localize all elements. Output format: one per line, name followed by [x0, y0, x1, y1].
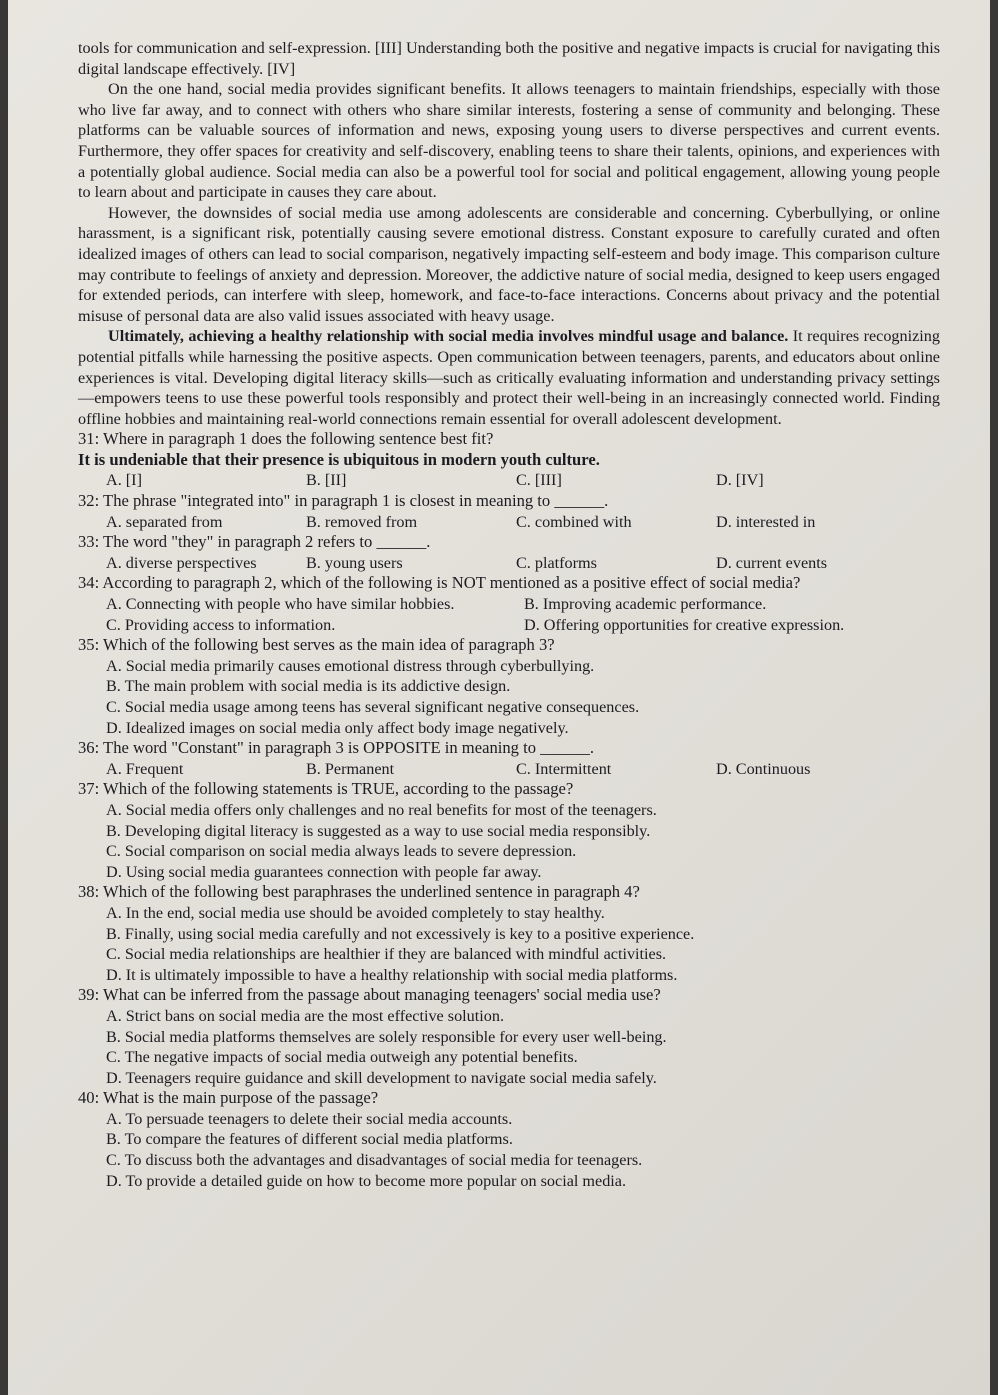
question-stem: 37: Which of the following statements is TRUE, according to the passage? [78, 779, 574, 799]
option-c[interactable]: C. The negative impacts of social media outweigh any potential benefits. [106, 1048, 578, 1067]
option-c[interactable]: C. To discuss both the advantages and disadvantages of social media for teenagers. [106, 1151, 643, 1170]
option-a[interactable]: A. Social media offers only challenges and no real benefits for most of the teenagers. [106, 800, 657, 819]
option-a[interactable]: A. diverse perspectives [106, 553, 257, 572]
option-a[interactable]: A. Frequent [106, 759, 184, 778]
paragraph-3: However, the downsides of social media use among adolescents are considerable and concerning. Cyberbullying, or online harassment, is a significant risk, potentially causing severe emotional distress. Constant exposure to carefully curated and often idealized images of others can lead to social comparison, negatively impacting self-esteem and body image. This comparison culture may contribute to feelings of anxiety and depression. Moreover, the addictive nature of social media, designed to keep users engaged for extended periods, can interfere with sleep, homework, and face-to-face interactions. Concerns about privacy and the potential misuse of personal data are also valid issues associated with heavy usage. [78, 203, 940, 325]
question-31 [78, 429, 940, 491]
option-c[interactable]: C. Social media relationships are healthier if they are balanced with mindful activities. [106, 945, 667, 964]
option-d[interactable]: D. interested in [716, 512, 816, 531]
question-stem: 32: The phrase "integrated into" in paragraph 1 is closest in meaning to ______. [78, 491, 609, 511]
option-a[interactable]: A. Strict bans on social media are the most effective solution. [106, 1006, 504, 1025]
question-stem: 36: The word "Constant" in paragraph 3 is OPPOSITE in meaning to ______. [78, 738, 595, 758]
paragraph-4-rest: It requires recognizing potential pitfalls while harnessing the positive aspects. Open communication between teenagers, parents, and educators about online experiences is vital. Developing digital literacy skills—such as critically evaluating information and understanding privacy settings—empowers teens to use these powerful tools responsibly and protect their well-being in an increasingly connected world. Finding offline hobbies and maintaining real-world connections remain essential for overall adolescent development. [78, 327, 940, 428]
option-b[interactable]: B. Developing digital literacy is suggested as a way to use social media responsibly. [106, 821, 651, 840]
option-c[interactable]: C. Providing access to information. [106, 615, 336, 634]
option-d[interactable]: D. Offering opportunities for creative expression. [524, 615, 845, 634]
question-38 [78, 882, 940, 985]
question-stem: 39: What can be inferred from the passage about managing teenagers' social media use? [78, 985, 661, 1005]
option-c[interactable]: C. combined with [516, 512, 632, 531]
option-b[interactable]: B. The main problem with social media is its addictive design. [106, 677, 511, 696]
option-a[interactable]: A. [I] [106, 471, 142, 490]
option-a[interactable]: A. In the end, social media use should be avoided completely to stay healthy. [106, 903, 605, 922]
option-d[interactable]: D. It is ultimately impossible to have a healthy relationship with social media platforms. [106, 965, 678, 984]
option-b[interactable]: B. young users [306, 553, 403, 572]
question-35 [78, 635, 940, 738]
question-32 [78, 491, 940, 532]
option-d[interactable]: D. Continuous [716, 759, 811, 778]
question-stem: 38: Which of the following best paraphrases the underlined sentence in paragraph 4? [78, 882, 640, 902]
question-stem: 35: Which of the following best serves as the main idea of paragraph 3? [78, 635, 555, 655]
question-39 [78, 985, 940, 1088]
question-37 [78, 779, 940, 882]
option-c[interactable]: C. Intermittent [516, 759, 612, 778]
option-b[interactable]: B. [II] [306, 471, 347, 490]
option-a[interactable]: A. separated from [106, 512, 223, 531]
option-a[interactable]: A. Connecting with people who have similar hobbies. [106, 595, 455, 614]
paragraph-4-underlined-sentence: Ultimately, achieving a healthy relationship with social media involves mindful usage and balance. [108, 327, 789, 346]
option-c[interactable]: C. [III] [516, 471, 562, 490]
question-33 [78, 532, 940, 573]
option-d[interactable]: D. current events [716, 553, 828, 572]
page-content [78, 38, 940, 1191]
option-d[interactable]: D. Using social media guarantees connection with people far away. [106, 862, 542, 881]
question-40 [78, 1088, 940, 1191]
question-stem: 40: What is the main purpose of the passage? [78, 1088, 379, 1108]
question-34 [78, 573, 940, 635]
option-a[interactable]: A. To persuade teenagers to delete their social media accounts. [106, 1109, 513, 1128]
option-b[interactable]: B. Improving academic performance. [524, 595, 767, 614]
option-b[interactable]: B. Social media platforms themselves are solely responsible for every user well-being. [106, 1027, 667, 1046]
paragraph-2: On the one hand, social media provides significant benefits. It allows teenagers to maintain friendships, especially with those who live far away, and to connect with others who share similar interests, fostering a sense of community and belonging. These platforms can be valuable sources of information and news, exposing young users to diverse perspectives and current events. Furthermore, they offer spaces for creativity and self-discovery, enabling teens to share their talents, opinions, and experiences with a potentially global audience. Social media can also be a powerful tool for social and political engagement, allowing young people to learn about and participate in causes they care about. [78, 80, 940, 202]
option-d[interactable]: D. [IV] [716, 471, 764, 490]
option-a[interactable]: A. Social media primarily causes emotional distress through cyberbullying. [106, 656, 595, 675]
option-c[interactable]: C. platforms [516, 553, 597, 572]
question-36 [78, 738, 940, 779]
option-d[interactable]: D. Idealized images on social media only affect body image negatively. [106, 718, 569, 737]
option-b[interactable]: B. To compare the features of different social media platforms. [106, 1130, 513, 1149]
exam-paper [8, 0, 990, 1395]
question-sentence: It is undeniable that their presence is ubiquitous in modern youth culture. [78, 449, 600, 469]
option-c[interactable]: C. Social comparison on social media always leads to severe depression. [106, 842, 577, 861]
paragraph-4 [78, 326, 940, 429]
option-b[interactable]: B. Permanent [306, 759, 395, 778]
question-stem: 34: According to paragraph 2, which of the following is NOT mentioned as a positive effect of social media? [78, 573, 801, 593]
option-b[interactable]: B. removed from [306, 512, 418, 531]
option-d[interactable]: D. Teenagers require guidance and skill development to navigate social media safely. [106, 1068, 657, 1087]
paragraph-1-end: tools for communication and self-expression. [III] Understanding both the positive and negative impacts is crucial for navigating this digital landscape effectively. [IV] [78, 39, 940, 78]
option-d[interactable]: D. To provide a detailed guide on how to become more popular on social media. [106, 1171, 627, 1190]
question-stem: 31: Where in paragraph 1 does the following sentence best fit? [78, 429, 494, 449]
option-b[interactable]: B. Finally, using social media carefully and not excessively is key to a positive experience. [106, 924, 695, 943]
option-c[interactable]: C. Social media usage among teens has several significant negative consequences. [106, 698, 640, 716]
question-stem: 33: The word "they" in paragraph 2 refers to ______. [78, 532, 431, 552]
